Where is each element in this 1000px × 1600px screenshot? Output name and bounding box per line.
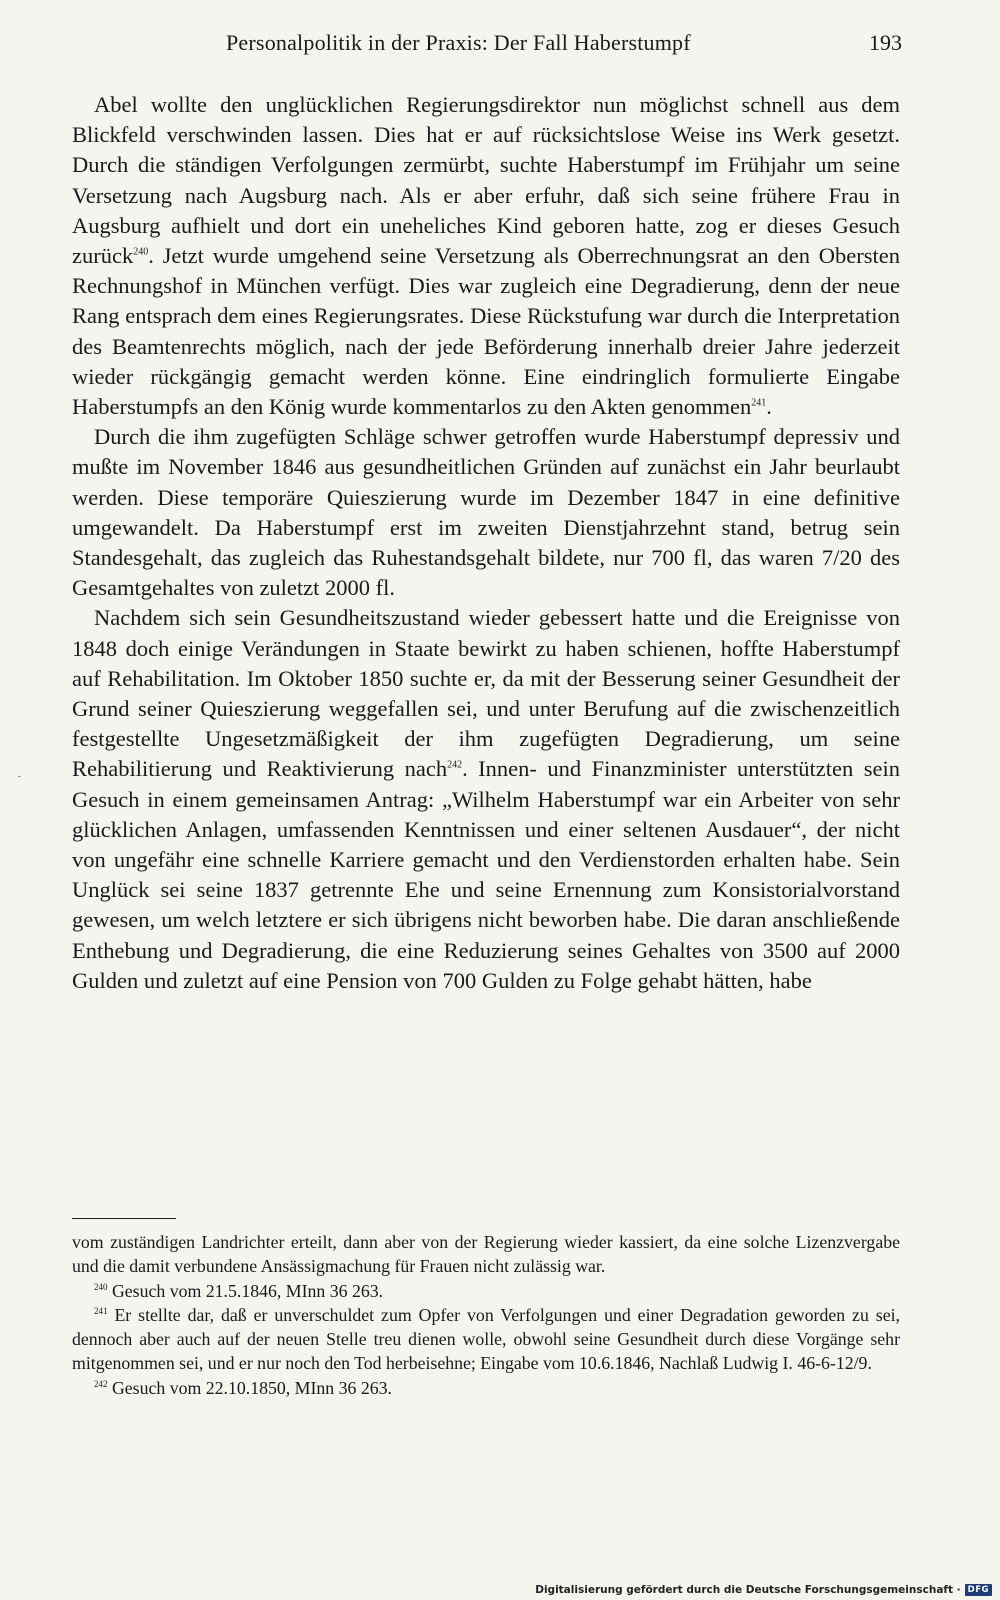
footnote-ref-240: 240 (133, 246, 149, 258)
digitization-credit (535, 1584, 992, 1596)
running-head: Personalpolitik in der Praxis: Der Fall Haberstumpf (226, 30, 691, 55)
page-header (0, 30, 1000, 60)
footnote-242: $^{242}$ Gesuch vom 22.10.1850, MInn 36 263. (94, 1377, 392, 1398)
footnote-ref-241: 241 (751, 397, 767, 409)
footnote-ref-242: 242 (447, 759, 463, 771)
credit-text: Digitalisierung gefördert durch die Deutsche Forschungsgemeinschaft · (535, 1584, 961, 1596)
footnote-241: $^{241}$ Er stellte dar, daß er unverschuldet zum Opfer von Verfolgungen und einer Degradation geworden zu sei, dennoch aber auch auf der neuen Stelle treu dienen wolle, obwohl seine Gesundheit durch diese Vorgänge sehr mitgenommen sei, und er nur noch den Tod herbeisehne; Eingabe vom 10.6.1846, Nachlaß Ludwig I. 46-6-12/9. (72, 1304, 900, 1374)
footnotes (72, 1230, 900, 1400)
paragraph-3: Nachdem sich sein Gesundheitszustand wieder gebessert hatte und die Ereignisse von 1848 doch einige Verändungen in Staate bewirkt zu haben schienen, hoffte Haberstumpf auf Rehabilitation. Im Oktober 1850 suchte er, da mit der Besserung seiner Gesundheit der Grund seiner Quieszierung weggefallen sei, und unter Berufung auf die zwischenzeitlich festgestellte Ungesetzmäßigkeit der ihm zugefügten Degradierung, um seine Rehabilitierung und Reaktivierung nach$^{242}$. Innen- und Finanzminister unterstützten sein Gesuch in einem gemeinsamen Antrag: „Wilhelm Haberstumpf war ein Arbeiter von sehr glücklichen Anlagen, umfassenden Kenntnissen und einer seltenen Ausdauer“, der nicht von ungefähr eine schnelle Karriere gemacht und den Verdienstorden erhalten habe. Sein Unglück sei seine 1837 getrennte Ehe und seine Ernennung zum Konsistorialvorstand gewesen, um welch letztere er sich übrigens nicht beworben habe. Die daran anschließende Enthebung und Degradierung, die eine Reduzierung seines Gehaltes von 3500 auf 2000 Gulden und zuletzt auf eine Pension von 700 Gulden zu Folge gehabt hätten, habe (72, 605, 900, 993)
footnote-divider (72, 1218, 176, 1219)
main-text (72, 90, 900, 996)
footnote-continued: vom zuständigen Landrichter erteilt, dann aber von der Regierung wieder kassiert, da eine solche Lizenzvergabe und die damit verbundene Ansässigmachung für Frauen nicht zulässig war. (72, 1232, 900, 1277)
paragraph-1: Abel wollte den unglücklichen Regierungsdirektor nun möglichst schnell aus dem Blickfeld verschwinden lassen. Dies hat er auf rücksichtslose Weise ins Werk gesetzt. Durch die ständigen Verfolgungen zermürbt, suchte Haberstumpf im Frühjahr um seine Versetzung nach Augsburg nach. Als er aber erfuhr, daß sich seine frühere Frau in Augsburg aufhielt und dort ein uneheliches Kind geboren hatte, zog er dieses Gesuch zurück$^{240}$. Jetzt wurde umgehend seine Versetzung als Oberrechnungsrat an den Obersten Rechnungshof in München verfügt. Dies war zugleich eine Degradierung, denn der neue Rang entsprach dem eines Regierungsrates. Diese Rückstufung war durch die Interpretation des Beamtenrechts möglich, nach der jede Beförderung innerhalb dreier Jahre jederzeit wieder rückgängig gemacht werden könne. Eine eindringlich formulierte Eingabe Haberstumpfs an den König wurde kommentarlos zu den Akten genommen$^{241}$. (72, 92, 900, 420)
paragraph-2: Durch die ihm zugefügten Schläge schwer getroffen wurde Haberstumpf depressiv und mußte im November 1846 aus gesundheitlichen Gründen auf zunächst ein Jahr beurlaubt werden. Diese temporäre Quieszierung wurde im Dezember 1847 in eine definitive umgewandelt. Da Haberstumpf erst im zweiten Dienstjahrzehnt stand, betrug sein Standesgehalt, das zugleich das Ruhestandsgehalt bildete, nur 700 fl, das waren 7/20 des Gesamtgehaltes von zuletzt 2000 fl. (72, 424, 900, 601)
dfg-logo-icon: DFG (965, 1584, 992, 1596)
footnote-240: $^{240}$ Gesuch vom 21.5.1846, MInn 36 263. (94, 1280, 384, 1301)
page-number: 193 (869, 30, 902, 55)
margin-mark (18, 776, 21, 777)
